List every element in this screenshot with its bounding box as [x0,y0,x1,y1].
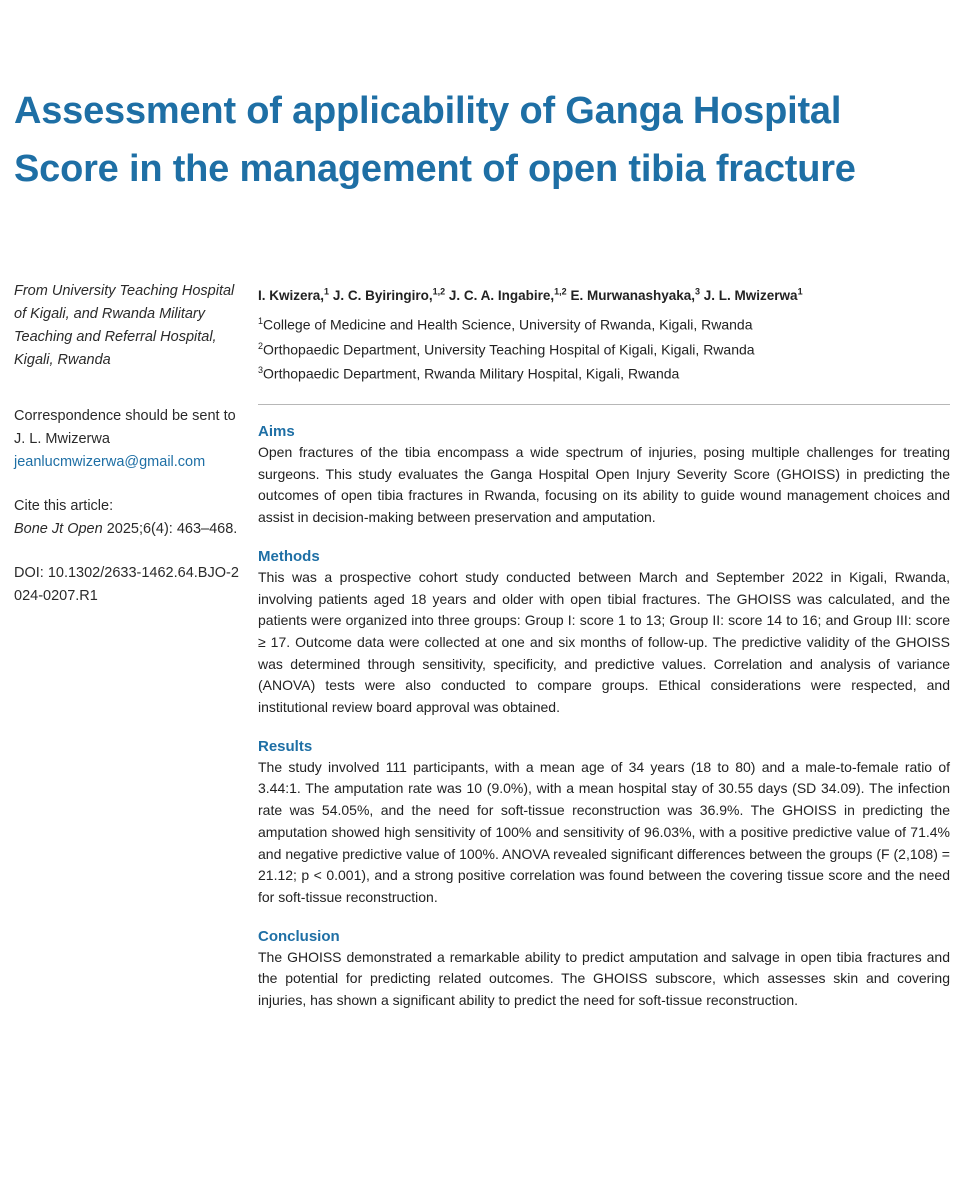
aims-section [258,421,950,529]
conclusion-text: The GHOISS demonstrated a remarkable ability to predict amputation and salvage in open tibia fractures and the potential for predicting related outcomes. The GHOISS subscore, which assesses skin and covering injuries, has shown a significant ability to predict the need for soft-tissue reconstruction. [258,948,950,1009]
affiliation: $^2$Orthopaedic Department, University Teaching Hospital of Kigali, Kigali, Rwanda [258,340,755,358]
correspondence-text: Correspondence should be sent to J. L. Mwizerwa [14,408,236,447]
results-text: The study involved 111 participants, with a mean age of 34 years (18 to 80) and a male-to-female ratio of 3.44:1. The amputation rate was 10 (9.0%), with a mean hospital stay of 30.55 days (SD 34.09). The infection rate was 54.05%, and the need for soft-tissue reconstruction was 36.9%. The GHOISS in predicting the amputation showed high sensitivity of 100% and sensitivity of 96.03%, with a positive predictive value of 71.4% and negative predictive value of 100%. ANOVA revealed significant differences between the groups (F (2,108) = 21.12; p < 0.001), and a strong positive correlation was found between the covering tissue score and the need for soft-tissue reconstruction. [258,758,950,905]
article-sidebar [14,280,239,608]
author: J. C. Byiringiro,$^{1,2}$ [332,286,446,303]
affiliation-list [258,311,948,385]
affiliation: $^3$Orthopaedic Department, Rwanda Military Hospital, Kigali, Rwanda [258,365,680,382]
correspondence-email-link[interactable]: jeanlucmwizerwa@gmail.com [14,454,206,470]
author: J. L. Mwizerwa$^1$ [703,286,803,303]
results-heading: Results [258,737,313,755]
author-list [258,280,948,307]
author: E. Murwanashyaka,$^3$ [570,286,701,303]
abstract [258,421,950,1029]
institution-note: From University Teaching Hospital of Kigali, and Rwanda Military Teaching and Referral Hospital, Kigali, Rwanda [14,283,235,368]
article-title: Assessment of applicability of Ganga Hospital Score in the management of open tibia fracture [14,90,856,190]
methods-text: This was a prospective cohort study conducted between March and September 2022 in Kigali, Rwanda, involving patients aged 18 years and older with open tibial fractures. The GHOISS was calculated, and the patients were organized into three groups: Group I: score 1 to 13; Group II: score 14 to 16; and Group III: score ≥ 17. Outcome data were collected at one and six months of follow-up. The predictive validity of the GHOISS was determined through sensitivity, specificity, and predictive values. Correlation and analysis of variance (ANOVA) tests were also conducted to compare groups. Ethical considerations were respected, and institutional review board approval was obtained. [258,568,950,716]
methods-section [258,546,950,719]
conclusion-heading: Conclusion [258,927,340,945]
aims-heading: Aims [258,423,295,440]
results-section [258,736,950,909]
citation-journal: Bone Jt Open [14,521,103,537]
conclusion-section [258,926,950,1012]
correspondence-note [14,405,239,474]
author: J. C. A. Ingabire,$^{1,2}$ [448,286,567,303]
author: I. Kwizera,$^1$ [258,286,330,303]
citation-details: 2025;6(4): 463–468. [102,521,238,537]
citation-note [14,495,239,541]
affiliation: $^1$College of Medicine and Health Science, University of Rwanda, Kigali, Rwanda [258,316,753,333]
cite-label: Cite this article: [14,498,114,514]
aims-text: Open fractures of the tibia encompass a wide spectrum of injuries, posing multiple challenges for treating surgeons. This study evaluates the Ganga Hospital Open Injury Severity Score (GHOISS) in predicting the outcomes of open tibia fractures in Rwanda, focusing on its ability to guide wound management choices and assist in decision-making between preservation and amputation. [258,444,950,526]
methods-heading: Methods [258,547,320,565]
section-divider [258,404,950,405]
doi: DOI: 10.1302/2633-1462.64.BJO-2024-0207.R1 [14,565,239,604]
